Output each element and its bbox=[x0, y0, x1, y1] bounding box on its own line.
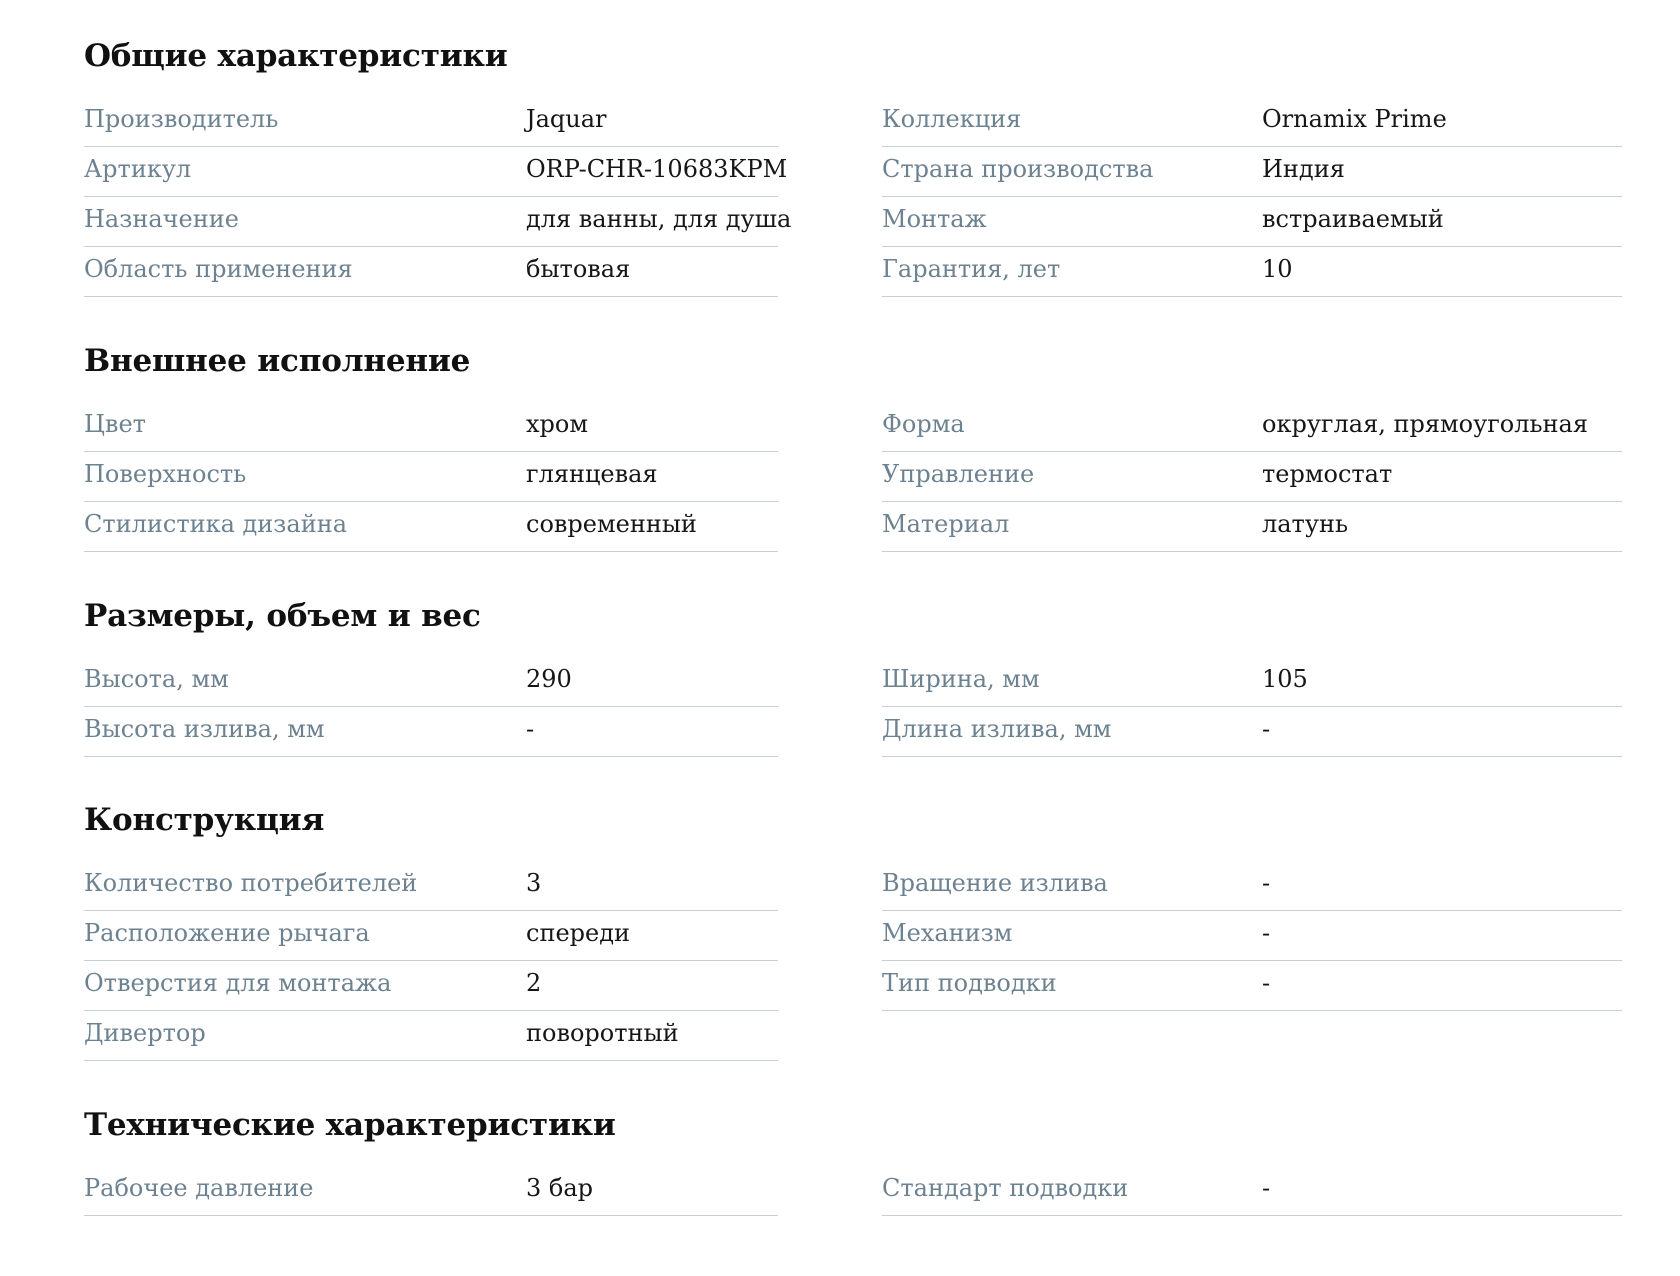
spec-row bbox=[84, 197, 792, 247]
spec-value: 10 bbox=[1262, 255, 1293, 283]
spec-label: Материал bbox=[882, 510, 1010, 538]
section-title-dimensions: Размеры, объем и вес bbox=[84, 598, 481, 634]
spec-value: глянцевая bbox=[526, 460, 658, 488]
spec-label: Отверстия для монтажа bbox=[84, 969, 392, 997]
spec-value: термостат bbox=[1262, 460, 1393, 488]
spec-value: - bbox=[526, 715, 535, 743]
section-title-construction: Конструкция bbox=[84, 802, 325, 838]
spec-label: Рабочее давление bbox=[84, 1174, 314, 1202]
spec-row bbox=[882, 707, 1622, 757]
spec-label: Монтаж bbox=[882, 205, 987, 233]
spec-value: латунь bbox=[1262, 510, 1349, 538]
spec-label: Ширина, мм bbox=[882, 665, 1040, 693]
spec-row bbox=[84, 1011, 778, 1061]
spec-label: Производитель bbox=[84, 105, 279, 133]
spec-label: Поверхность bbox=[84, 460, 247, 488]
spec-label: Количество потребителей bbox=[84, 869, 418, 897]
spec-label: Расположение рычага bbox=[84, 919, 370, 947]
spec-label: Страна производства bbox=[882, 155, 1154, 183]
spec-row bbox=[84, 961, 778, 1011]
spec-value: 3 бар bbox=[526, 1174, 594, 1202]
spec-row bbox=[84, 861, 778, 911]
spec-value: 105 bbox=[1262, 665, 1308, 693]
spec-value: бытовая bbox=[526, 255, 631, 283]
spec-value: для ванны, для душа bbox=[526, 205, 792, 233]
spec-row bbox=[882, 147, 1622, 197]
spec-label: Коллекция bbox=[882, 105, 1022, 133]
spec-label: Длина излива, мм bbox=[882, 715, 1112, 743]
spec-row bbox=[84, 247, 778, 297]
spec-label: Область применения bbox=[84, 255, 353, 283]
spec-label: Вращение излива bbox=[882, 869, 1108, 897]
spec-row bbox=[882, 861, 1622, 911]
spec-label: Управление bbox=[882, 460, 1035, 488]
spec-value: ORP-CHR-10683KPM bbox=[526, 155, 788, 183]
spec-value: - bbox=[1262, 1174, 1271, 1202]
spec-value: хром bbox=[526, 410, 589, 438]
spec-row bbox=[882, 657, 1622, 707]
section-title-general: Общие характеристики bbox=[84, 38, 508, 74]
spec-value: 2 bbox=[526, 969, 542, 997]
spec-label: Артикул bbox=[84, 155, 192, 183]
section-title-appearance: Внешнее исполнение bbox=[84, 343, 471, 379]
spec-row bbox=[84, 502, 778, 552]
spec-label: Стандарт подводки bbox=[882, 1174, 1129, 1202]
spec-value: спереди bbox=[526, 919, 630, 947]
spec-row bbox=[882, 97, 1622, 147]
spec-label: Дивертор bbox=[84, 1019, 206, 1047]
spec-row bbox=[882, 402, 1622, 452]
spec-row bbox=[84, 1166, 778, 1216]
spec-row bbox=[882, 502, 1622, 552]
spec-label: Высота излива, мм bbox=[84, 715, 325, 743]
spec-value: Индия bbox=[1262, 155, 1345, 183]
spec-value: встраиваемый bbox=[1262, 205, 1444, 233]
spec-value: - bbox=[1262, 715, 1271, 743]
spec-row bbox=[84, 147, 788, 197]
spec-value: - bbox=[1262, 869, 1271, 897]
spec-row bbox=[882, 1166, 1622, 1216]
spec-value: - bbox=[1262, 969, 1271, 997]
spec-value: поворотный bbox=[526, 1019, 679, 1047]
spec-label: Стилистика дизайна bbox=[84, 510, 348, 538]
spec-row bbox=[882, 452, 1622, 502]
spec-value: - bbox=[1262, 919, 1271, 947]
spec-row bbox=[882, 961, 1622, 1011]
spec-value: Jaquar bbox=[526, 105, 607, 133]
spec-label: Высота, мм bbox=[84, 665, 229, 693]
spec-label: Гарантия, лет bbox=[882, 255, 1061, 283]
spec-value: современный bbox=[526, 510, 697, 538]
spec-value: Ornamix Prime bbox=[1262, 105, 1447, 133]
spec-row bbox=[84, 657, 778, 707]
spec-value: округлая, прямоугольная bbox=[1262, 410, 1588, 438]
spec-row bbox=[84, 707, 778, 757]
spec-value: 290 bbox=[526, 665, 572, 693]
spec-label: Механизм bbox=[882, 919, 1013, 947]
spec-value: 3 bbox=[526, 869, 542, 897]
spec-label: Форма bbox=[882, 410, 965, 438]
spec-row bbox=[882, 247, 1622, 297]
spec-row bbox=[84, 97, 778, 147]
section-title-technical: Технические характеристики bbox=[84, 1107, 616, 1143]
spec-row bbox=[84, 402, 778, 452]
spec-row bbox=[882, 911, 1622, 961]
spec-row bbox=[84, 452, 778, 502]
spec-label: Тип подводки bbox=[882, 969, 1057, 997]
spec-row bbox=[882, 197, 1622, 247]
spec-row bbox=[84, 911, 778, 961]
spec-label: Назначение bbox=[84, 205, 239, 233]
spec-label: Цвет bbox=[84, 410, 146, 438]
